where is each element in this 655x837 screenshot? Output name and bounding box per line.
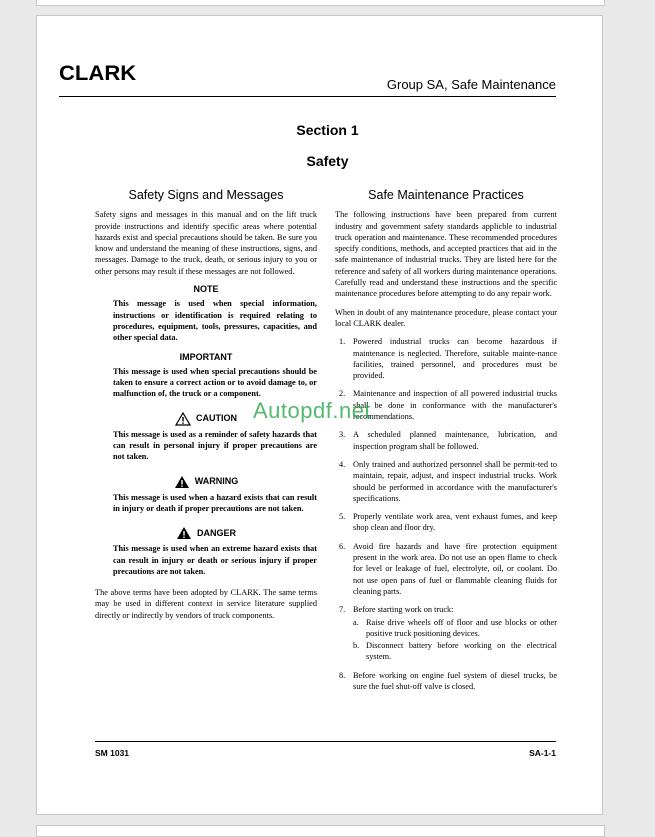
clark-logo: CLARK: [59, 62, 137, 85]
list-item: 5. Properly ventilate work area, vent exhaust fumes, and keep shop clean and floor dry.: [339, 512, 557, 533]
manual-number: SM 1031: [95, 748, 130, 758]
right-column-heading: Safe Maintenance Practices: [368, 188, 524, 202]
maintenance-intro: The following instructions have been prepared from current industry and government safety standards applicble to industrial truck operation and maintenance. These recommended procedures specify conditions, methods, and accepted practices that aid in the safe maintenance of industrial trucks. They are listed here for the reference and safety of all workers during maintenance operations. Carefully read and understand these instructions and the specific maintenance procedures before attempting to do any repair work.: [335, 210, 557, 299]
list-item: 4. Only trained and authorized personnel shall be permit-ted to maintain, repair, adjust, and inspect industrial trucks. Work should be performed in accordance with the manufacturer's specifications.: [339, 459, 557, 503]
left-column-heading: Safety Signs and Messages: [128, 188, 284, 202]
dealer-contact-note: When in doubt of any maintenance procedure, please contact your local CLARK dealer.: [335, 307, 557, 328]
right-column: [335, 190, 557, 699]
maintenance-list: [335, 336, 557, 692]
footer-divider: [95, 741, 556, 742]
caution-label: CAUTION: [196, 413, 237, 424]
sub-item: a. Raise drive wheels off of floor and use blocks or other positive truck positioning devices.: [353, 617, 557, 638]
previous-page-edge: [36, 0, 605, 6]
list-item: 2. Maintenance and inspection of all powered industrial trucks shall be done in conformance with the manufacturer's recommendations.: [339, 389, 557, 422]
danger-text: This message is used when an extreme hazard exists that can result in injury or death or serious injury if proper precautions are not taken.: [113, 544, 317, 576]
list-item: 3. A scheduled planned maintenance, lubrication, and inspection program shall be followed.: [339, 430, 557, 451]
list-item: 6. Avoid fire hazards and have fire protection equipment present in the work area. Do not use an open flame to check for level or leakage of fuel, electrolyte, oil, or coolant. Do not use open pans of fuel or flammable cleaning fluids for cleaning parts.: [339, 541, 557, 596]
sub-item: b. Disconnect battery before working on the electrical system.: [353, 641, 557, 662]
important-text: This message is used when special precautions should be taken to ensure a correct action or to avoid damage to, or malfunction of, the truck or a component.: [113, 366, 317, 399]
danger-heading: [95, 526, 317, 540]
safety-signs-intro: Safety signs and messages in this manual and on the lift truck provide instructions and identify specific areas where potential hazards exist and special precautions should be taken. Be sure you know and understand the meaning of these instructions, signs, and messages. Damage to the truck, death, or serious injury to you or other persons may result if these messages are not followed.: [95, 210, 317, 276]
warning-heading: [95, 475, 317, 489]
group-title: Group SA, Safe Maintenance: [386, 77, 556, 92]
watermark: Autopdf.net: [253, 398, 372, 423]
page-number: SA-1-1: [529, 748, 556, 758]
caution-triangle-icon: [175, 412, 191, 426]
note-label: NOTE: [193, 284, 219, 295]
note-text: This message is used when special information, instructions or identification is required relating to procedures, equipment, tools, pressures, capacities, and other special data.: [113, 299, 317, 343]
section-title: Safety: [306, 153, 349, 169]
list-item: 8. Before working on engine fuel system of diesel trucks, be sure the fuel shut-off valve is closed.: [339, 670, 557, 691]
header-divider: [59, 96, 556, 97]
important-label: IMPORTANT: [179, 351, 233, 362]
list-item: 7. Before starting work on truck: a. Raise drive wheels off of floor and use blocks or other positive truck positioning devices. b. Disconnect battery before working on the electrical system.: [339, 605, 557, 662]
terms-closing: The above terms have been adopted by CLARK. The same terms may be used in different context in service literature supplied directly or indirectly by vendors of truck components.: [95, 588, 317, 620]
important-heading: [95, 352, 317, 363]
warning-label: WARNING: [194, 475, 239, 486]
section-number: Section 1: [296, 122, 359, 138]
danger-label: DANGER: [196, 527, 236, 538]
warning-triangle-icon: [174, 475, 190, 489]
note-heading: [95, 284, 317, 295]
next-page-edge: [36, 825, 605, 837]
danger-triangle-icon: [176, 526, 192, 540]
caution-text: This message is used as a reminder of safety hazards that can result in personal injury if proper precautions are not taken.: [113, 429, 317, 462]
list-item: 1. Powered industrial trucks can become hazardous if maintenance is neglected. Therefore, suitable mainte-nance facilities, trained personnel, and procedures must be provided.: [339, 337, 557, 381]
warning-text: This message is used when a hazard exists that can result in injury or death if proper precautions are not taken.: [113, 492, 317, 513]
